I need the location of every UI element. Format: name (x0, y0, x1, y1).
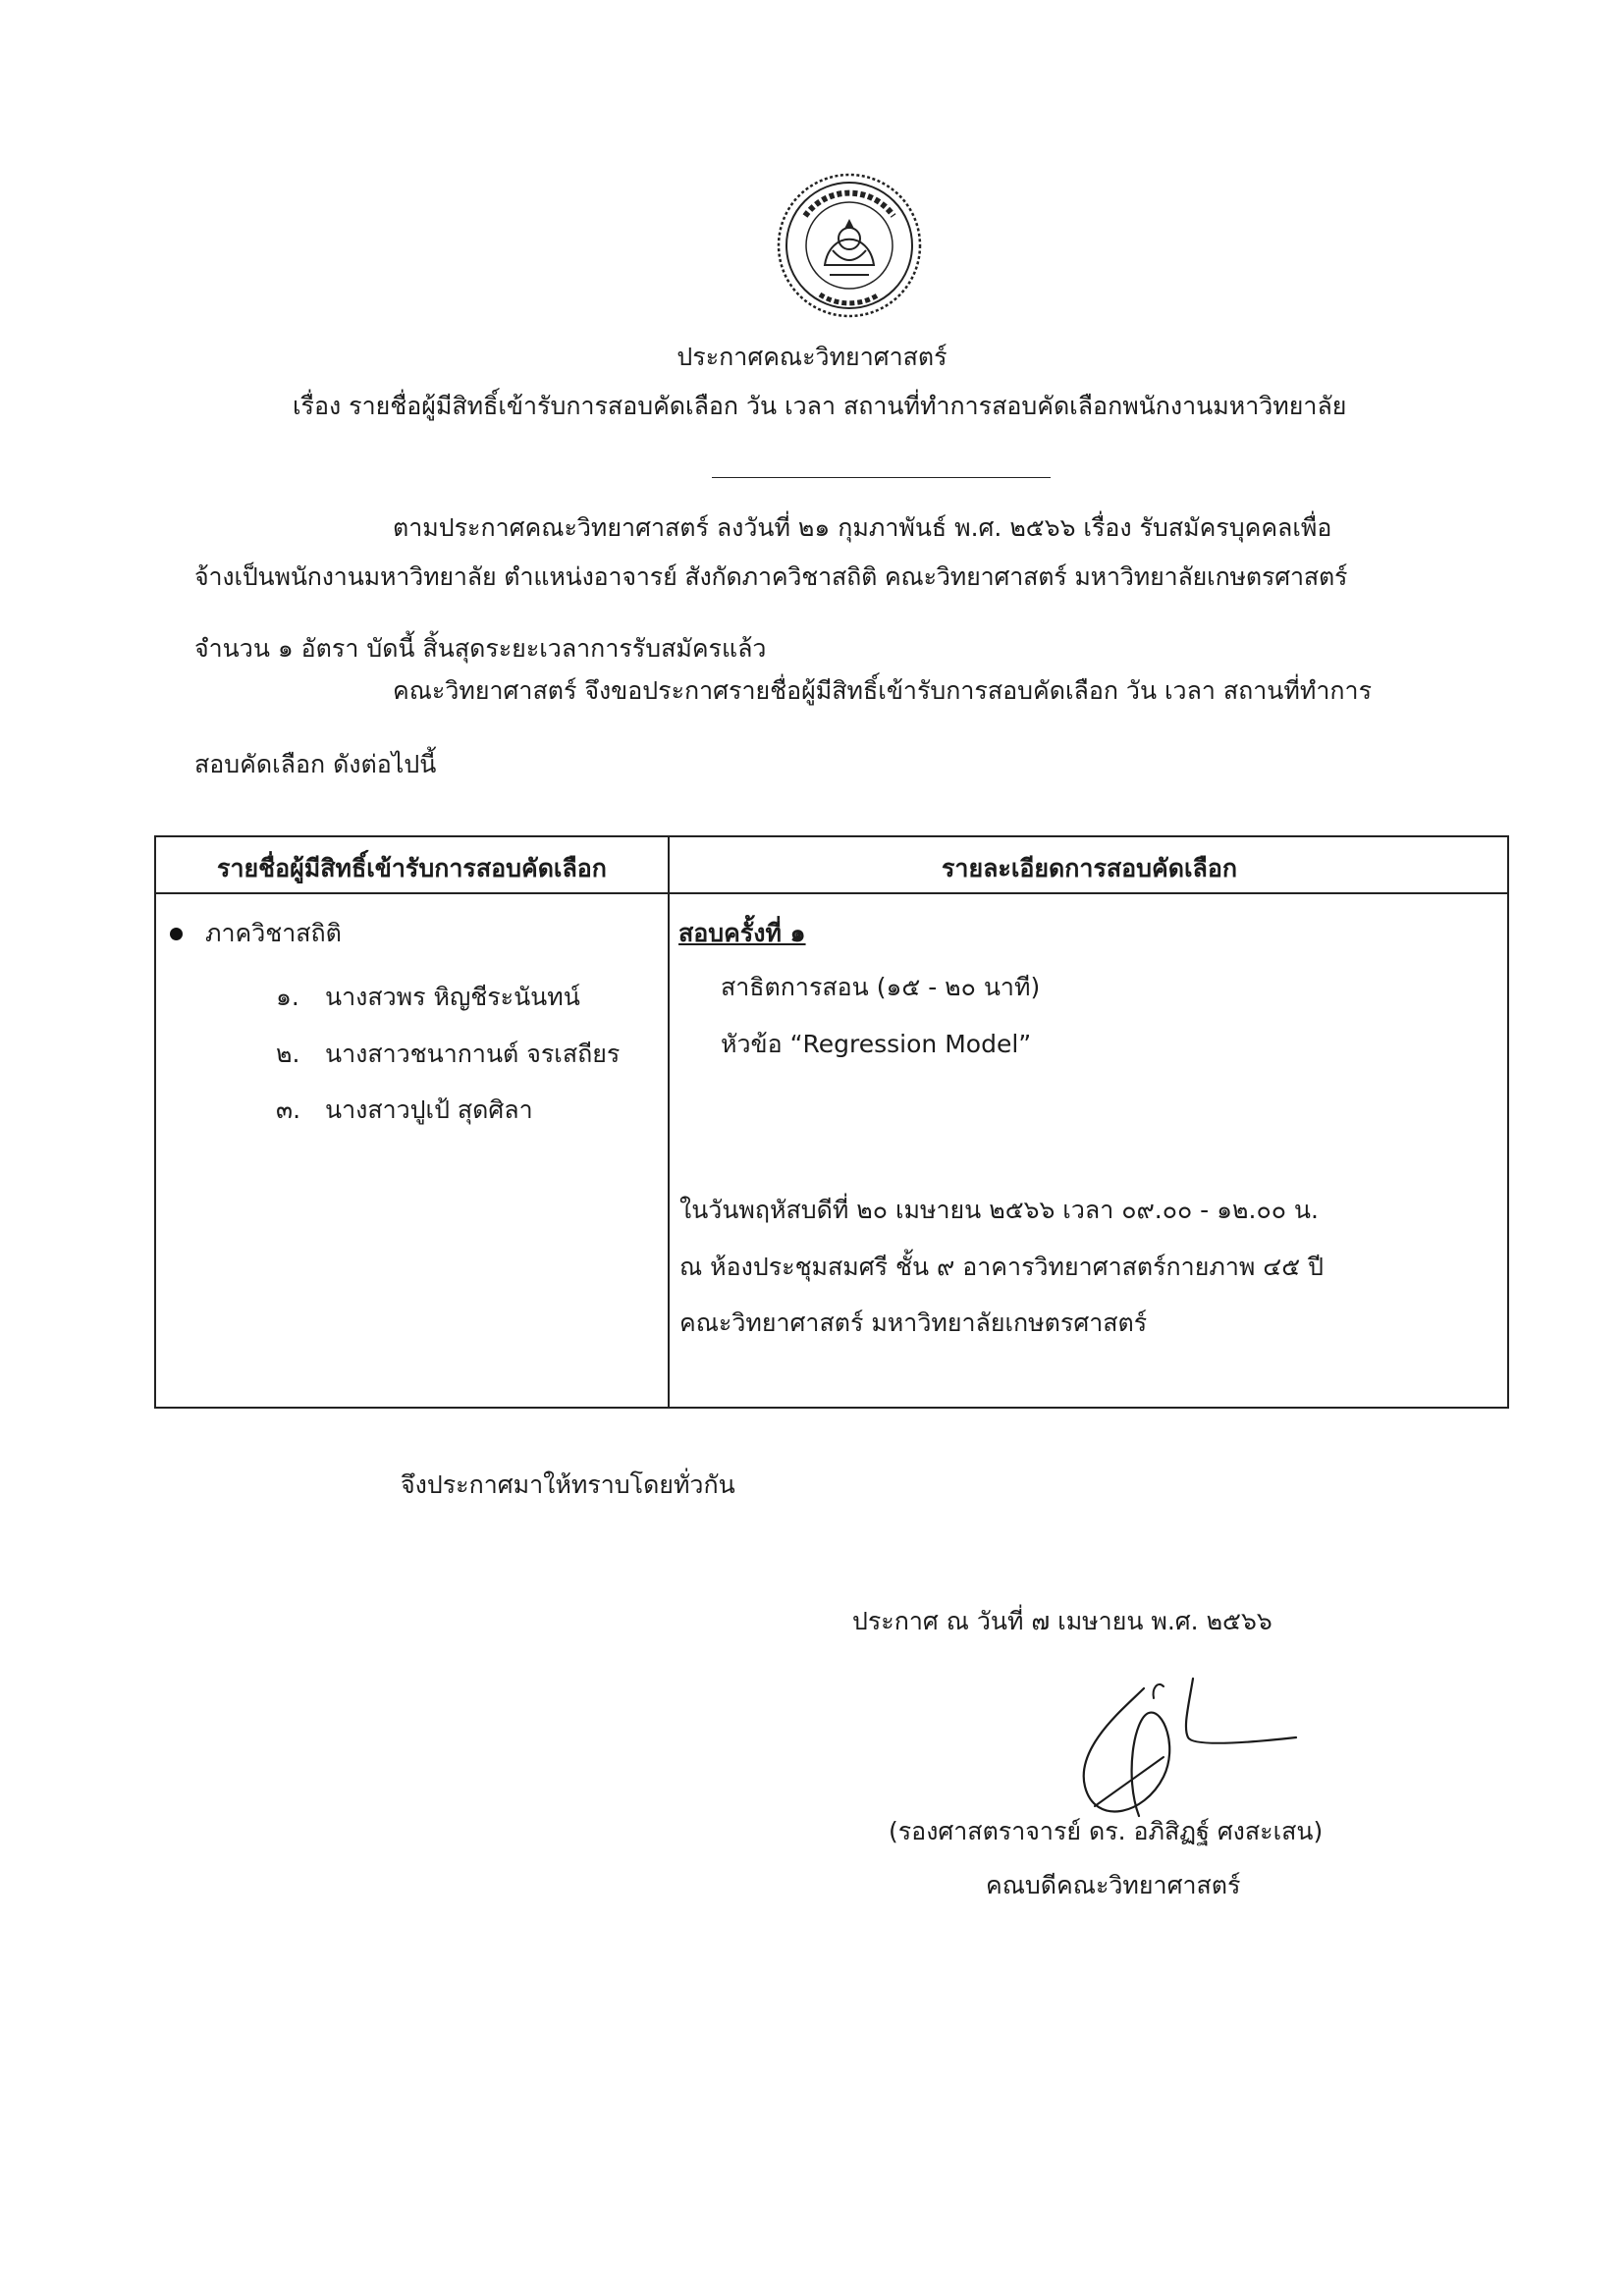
candidate-name: นางสาวชนากานต์ จรเสถียร (325, 1040, 621, 1068)
exam-faculty: คณะวิทยาศาสตร์ มหาวิทยาลัยเกษตรศาสตร์ (679, 1308, 1148, 1337)
column-divider (668, 837, 670, 1407)
paragraph-2-line-1: คณะวิทยาศาสตร์ จึงขอประกาศรายชื่อผู้มีสิทธิ์เข้ารับการสอบคัดเลือก วัน เวลา สถานที่ทำการ (393, 676, 1372, 705)
paragraph-1-line-3: จำนวน ๑ อัตรา บัดนี้ สิ้นสุดระยะเวลาการรับสมัครแล้ว (194, 634, 767, 663)
candidate-name: นางสวพร หิญชีระนันทน์ (325, 983, 580, 1011)
candidate-name: นางสาวปูเป้ สุดศิลา (325, 1095, 533, 1124)
signer-name: (รองศาสตราจารย์ ดร. อภิสิฏฐ์ ศงสะเสน) (889, 1817, 1324, 1845)
title-divider (712, 477, 1051, 478)
exam-round: สอบครั้งที่ ๑ (678, 919, 806, 947)
candidate-number: ๑. (276, 983, 299, 1011)
header-exam-details: รายละเอียดการสอบคัดเลือก (941, 854, 1238, 882)
university-seal (776, 172, 923, 319)
announcement-subject: เรื่อง รายชื่อผู้มีสิทธิ์เข้ารับการสอบคัดเลือก วัน เวลา สถานที่ทำการสอบคัดเลือกพนักงานมหาวิทยาลัย (293, 392, 1347, 420)
candidate-number: ๒. (276, 1040, 300, 1068)
exam-demo-teaching: สาธิตการสอน (๑๕ - ๒๐ นาที) (721, 973, 1041, 1001)
paragraph-1-line-2: จ้างเป็นพนักงานมหาวิทยาลัย ตำแหน่งอาจารย์ สังกัดภาควิชาสถิติ คณะวิทยาศาสตร์ มหาวิทยาลัยเกษตรศาสตร์ (194, 562, 1348, 591)
closing-statement: จึงประกาศมาให้ทราบโดยทั่วกัน (401, 1470, 735, 1499)
department-name: ภาควิชาสถิติ (205, 919, 342, 947)
exam-venue: ณ ห้องประชุมสมศรี ชั้น ๙ อาคารวิทยาศาสตร์กายภาพ ๔๕ ปี (679, 1253, 1324, 1281)
announcement-title: ประกาศคณะวิทยาศาสตร์ (677, 343, 947, 371)
signer-position: คณบดีคณะวิทยาศาสตร์ (986, 1871, 1241, 1899)
exam-date-time: ในวันพฤหัสบดีที่ ๒๐ เมษายน ๒๕๖๖ เวลา ๐๙.๐๐ - ๑๒.๐๐ น. (679, 1196, 1319, 1224)
bullet-icon (170, 928, 183, 940)
candidate-number: ๓. (276, 1095, 301, 1124)
paragraph-2-line-2: สอบคัดเลือก ดังต่อไปนี้ (194, 750, 437, 778)
announcement-date: ประกาศ ณ วันที่ ๗ เมษายน พ.ศ. ๒๕๖๖ (852, 1607, 1272, 1635)
exam-table (154, 835, 1509, 1409)
exam-topic: หัวข้อ “Regression Model” (721, 1030, 1032, 1058)
header-candidates: รายชื่อผู้มีสิทธิ์เข้ารับการสอบคัดเลือก (217, 854, 607, 882)
paragraph-1-line-1: ตามประกาศคณะวิทยาศาสตร์ ลงวันที่ ๒๑ กุมภาพันธ์ พ.ศ. ๒๕๖๖ เรื่อง รับสมัครบุคคลเพื่อ (393, 513, 1332, 542)
